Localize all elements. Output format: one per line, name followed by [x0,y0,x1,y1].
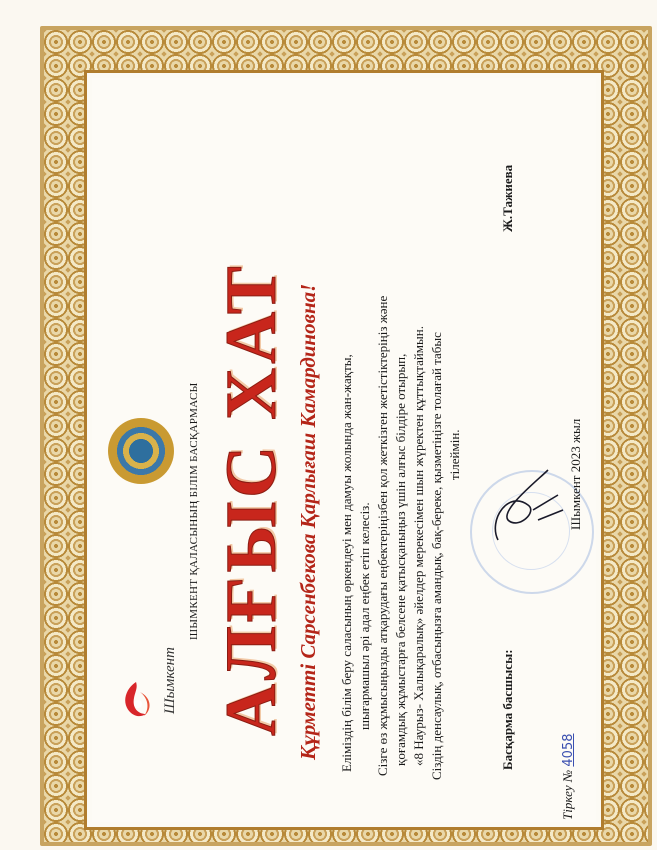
signature-mark [478,450,568,560]
place-date: Шымкент 2023 жыл [568,418,583,530]
signatory-label: Басқарма басшысы: [500,649,515,770]
certificate-title: АЛҒЫС ХАТ [211,262,291,736]
body-line: «8 Наурыз- Халықаралық» әйелдер мерекесімен шын жүректен құттықтаймын. [411,326,426,766]
city-logo-icon [118,680,154,724]
registration-line [560,734,576,821]
body-text [338,296,464,790]
registration-label: Тіркеу № [560,769,575,820]
signatory-name: Ж.Тажиева [500,164,515,232]
body-line: шығармашыл әрі адал еңбек етіп келесіз. [357,502,372,730]
body-line: Сіздің денсаулық, отбасыңызға амандық, бақ-береке, қызметіңізге толағай табыс [429,332,444,780]
body-line: Еліміздің білім беру саласының өркендеуі мен дамуы жолында жан-жақты, [339,354,354,772]
logo-wordmark: Шымкент [162,647,178,714]
body-line: тілеймін. [447,429,462,480]
registration-number: 4058 [561,733,576,767]
state-emblem-icon [108,418,174,484]
recipient-name: Құрметті Сарсенбекова Қарлығаш Камардиновна! [296,283,320,760]
organization-name: ШЫМКЕНТ ҚАЛАСЫНЫҢ БІЛІМ БАСҚАРМАСЫ [188,382,200,640]
body-line: Сізге өз жұмысыңызды атқарудағы еңбектеріңізбен қол жеткізген жетістіктеріңіз және [375,295,390,776]
body-line: қоғамдық жұмыстарға белсене қатысқаныңыз үшін алғыс білдіре отырып, [393,353,408,766]
